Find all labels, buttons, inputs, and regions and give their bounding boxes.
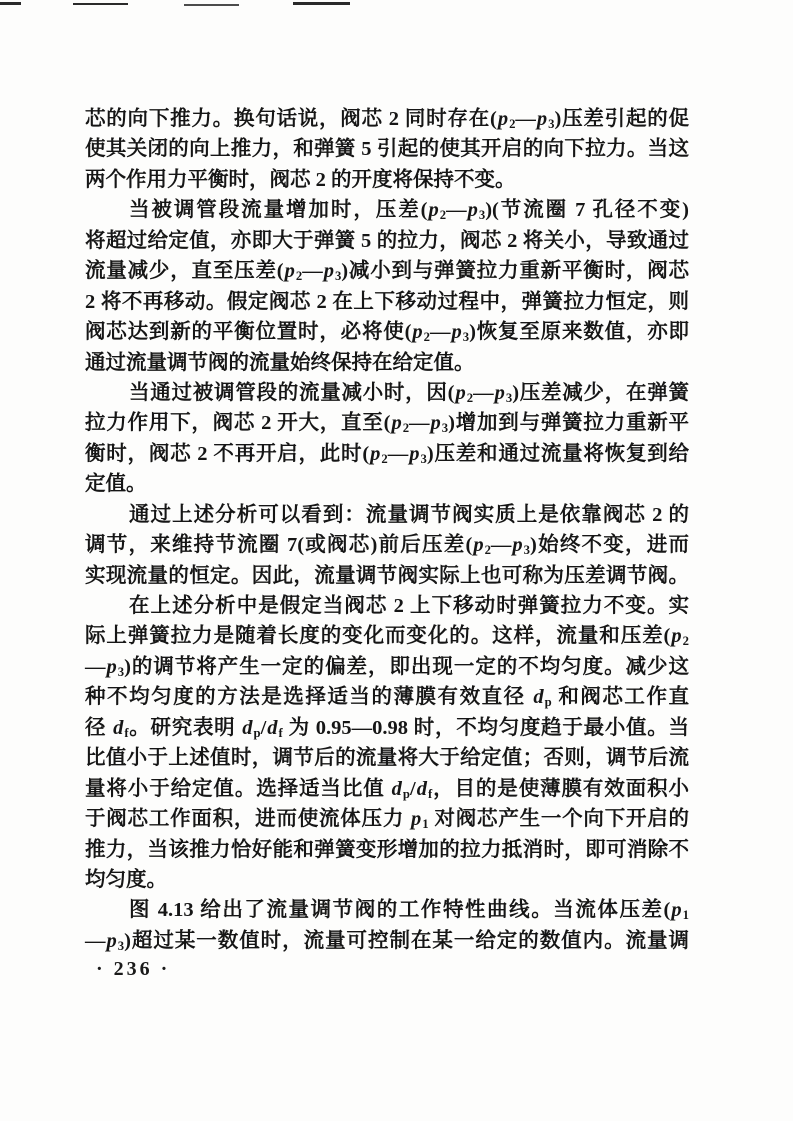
text-line: 量将小于给定值。选择适当比值 $d_p/d_f$，目的是使薄膜有效面积小	[85, 777, 690, 801]
text-line: 定值。	[85, 473, 147, 496]
text-block	[85, 104, 689, 956]
text-line: 将超过给定值，亦即大于弹簧 5 的拉力，阀芯 2 将关小，导致通过	[85, 229, 689, 252]
scan-artifact-line	[293, 2, 350, 5]
text-line: 使其关闭的向上推力，和弹簧 5 引起的使其开启的向下拉力。当这	[85, 138, 689, 161]
text-line: 衡时，阀芯 2 不再开启，此时$(p_2—p_3)$压差和通过流量将恢复到给	[85, 442, 690, 466]
text-line: 阀芯达到新的平衡位置时，必将使$(p_2—p_3)$恢复至原来数值，亦即	[85, 321, 690, 345]
text-line: 流量减少，直至压差$(p_2—p_3)$减小到与弹簧拉力重新平衡时，阀芯	[85, 260, 690, 284]
text-line: 径 $d_f$。研究表明 $d_p/d_f$ 为 0.95—0.98 时，不均匀度趋于最小值。当	[85, 716, 690, 740]
text-line: 2 将不再移动。假定阀芯 2 在上下移动过程中，弹簧拉力恒定，则	[85, 290, 689, 313]
text-line: 调节，来维持节流圈 7(或阀芯)前后压差$(p_2—p_3)$始终不变，进而	[85, 534, 689, 558]
text-line: 比值小于上述值时，调节后的流量将大于给定值；否则，调节后流	[85, 747, 689, 770]
text-line: 图 4.13 给出了流量调节阀的工作特性曲线。当流体压差($p_1$	[129, 899, 689, 923]
text-line: 当被调管段流量增加时，压差$(p_2—p_3)$(节流圈 7 孔径不变)	[129, 199, 690, 223]
text-line: 在上述分析中是假定当阀芯 2 上下移动时弹簧拉力不变。实	[129, 595, 689, 617]
text-line: 种不均匀度的方法是选择适当的薄膜有效直径 $d_p$ 和阀芯工作直	[85, 686, 690, 710]
text-line: 实现流量的恒定。因此，流量调节阀实际上也可称为压差调节阀。	[85, 564, 689, 587]
text-line: 两个作用力平衡时，阀芯 2 的开度将保持不变。	[85, 168, 516, 191]
text-line: 均匀度。	[85, 868, 167, 891]
text-line: 际上弹簧拉力是随着长度的变化而变化的。这样，流量和压差($p_2$	[85, 625, 689, 649]
scan-artifact-line	[73, 3, 128, 5]
text-line: 芯的向下推力。换句话说，阀芯 2 同时存在$(p_2—p_3)$压差引起的促	[85, 108, 690, 132]
text-line: 推力，当该推力恰好能和弹簧变形增加的拉力抵消时，即可消除不	[85, 838, 689, 861]
text-line: 拉力作用下，阀芯 2 开大，直至$(p_2—p_3)$增加到与弹簧拉力重新平	[85, 412, 689, 436]
text-line: $—p_3$)超过某一数值时，流量可控制在某一给定的数值内。流量调	[85, 929, 689, 953]
page-number: · 236 ·	[96, 958, 171, 980]
text-line: 于阀芯工作面积，进而使流体压力 $p_1$ 对阀芯产生一个向下开启的	[85, 808, 690, 832]
text-line: 通过上述分析可以看到：流量调节阀实质上是依靠阀芯 2 的	[129, 503, 689, 526]
text-line: 通过流量调节阀的流量始终保持在给定值。	[85, 351, 475, 374]
scan-artifact-line	[184, 4, 239, 6]
scan-artifact-line	[0, 2, 21, 5]
text-line: $—p_3$)的调节将产生一定的偏差，即出现一定的不均匀度。减少这	[85, 655, 689, 680]
text-line: 当通过被调管段的流量减小时，因$(p_2—p_3)$压差减少，在弹簧	[129, 381, 690, 406]
